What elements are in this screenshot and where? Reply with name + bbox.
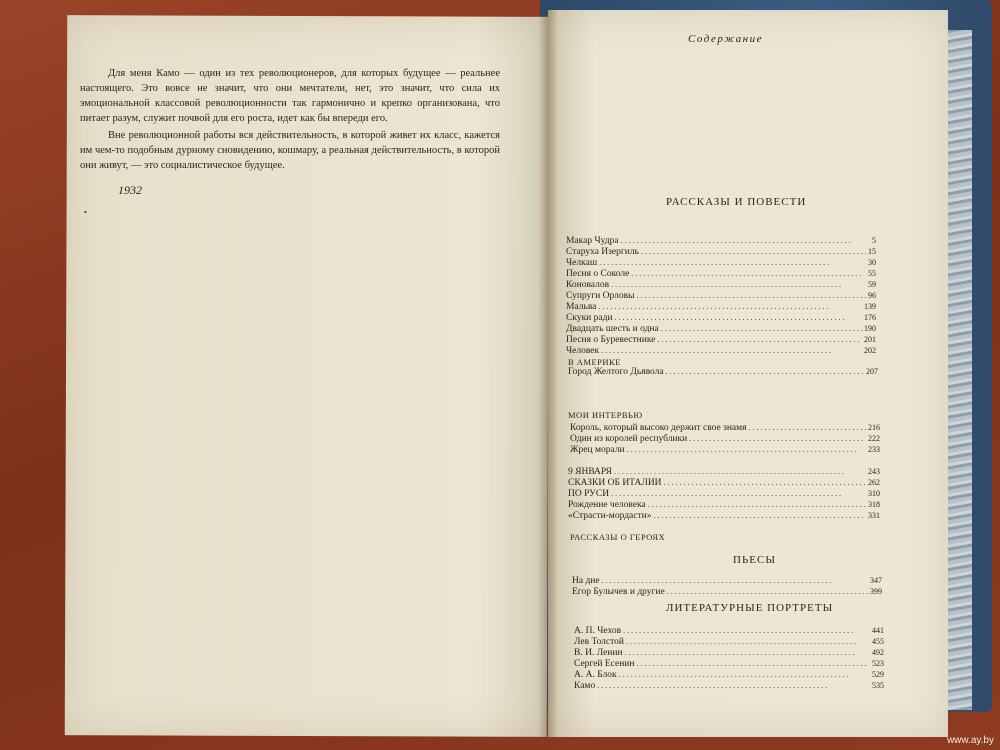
toc-list-stories bbox=[566, 235, 876, 356]
toc-entry bbox=[574, 625, 884, 636]
toc-entry-page: 318 bbox=[868, 500, 880, 509]
toc-entry bbox=[566, 268, 876, 279]
toc-entry-page: 262 bbox=[868, 478, 880, 487]
toc-leader-dots bbox=[601, 345, 862, 357]
toc-entry bbox=[566, 257, 876, 268]
section-title-interviews: МОИ ИНТЕРВЬЮ bbox=[568, 410, 643, 420]
toc-entry-title: Песня о Буревестнике bbox=[566, 335, 656, 345]
toc-entry-page: 222 bbox=[868, 434, 880, 443]
toc-entry-page: 535 bbox=[872, 681, 884, 690]
toc-entry-page: 347 bbox=[870, 576, 882, 585]
toc-entry-page: 207 bbox=[866, 367, 878, 376]
year-signature: 1932 bbox=[118, 183, 142, 197]
toc-entry-title: Город Желтого Дьявола bbox=[568, 367, 664, 377]
toc-entry-page: 55 bbox=[868, 269, 876, 278]
toc-entry-title: Коновалов bbox=[566, 280, 610, 290]
toc-entry bbox=[574, 680, 884, 691]
toc-leader-dots bbox=[597, 680, 870, 692]
toc-entry-title: Король, который высоко держит свое знамя bbox=[570, 423, 747, 433]
toc-entry-title: Макар Чудра bbox=[566, 236, 619, 246]
section-title-plays: ПЬЕСЫ bbox=[733, 554, 776, 566]
toc-entry-page: 201 bbox=[864, 335, 876, 344]
toc-entry bbox=[566, 290, 876, 301]
toc-entry-title: А. А. Блок bbox=[574, 670, 617, 680]
toc-entry-page: 331 bbox=[868, 511, 880, 520]
toc-entry bbox=[566, 279, 876, 290]
book-gutter bbox=[538, 10, 558, 737]
watermark: www.ay.by bbox=[946, 735, 994, 746]
toc-entry-page: 233 bbox=[868, 445, 880, 454]
toc-entry bbox=[568, 488, 880, 499]
section-title-heroes: РАССКАЗЫ О ГЕРОЯХ bbox=[570, 532, 666, 542]
toc-list-interviews bbox=[570, 422, 880, 455]
toc-entry bbox=[566, 345, 876, 356]
toc-entry bbox=[570, 444, 880, 455]
toc-entry-title: Лев Толстой bbox=[574, 637, 624, 647]
toc-entry-title: Человек bbox=[566, 346, 600, 356]
toc-entry-title: Скуки ради bbox=[566, 313, 613, 323]
toc-entry-page: 5 bbox=[872, 236, 876, 245]
toc-leader-dots bbox=[627, 444, 866, 456]
toc-entry bbox=[572, 586, 882, 597]
toc-entry bbox=[566, 301, 876, 312]
toc-entry-page: 492 bbox=[872, 648, 884, 657]
toc-entry-title: «Страсти-мордасти» bbox=[568, 511, 652, 521]
toc-entry-title: А. П. Чехов bbox=[574, 626, 622, 636]
toc-list-portraits bbox=[574, 625, 884, 691]
toc-entry bbox=[566, 246, 876, 257]
toc-entry bbox=[570, 433, 880, 444]
toc-entry-page: 59 bbox=[868, 280, 876, 289]
toc-entry-page: 202 bbox=[864, 346, 876, 355]
toc-entry bbox=[566, 323, 876, 334]
toc-entry bbox=[574, 636, 884, 647]
toc-entry-title: Старуха Изергиль bbox=[566, 247, 639, 257]
toc-entry bbox=[574, 669, 884, 680]
toc-entry bbox=[568, 477, 880, 488]
toc-leader-dots bbox=[667, 586, 868, 598]
toc-entry-page: 523 bbox=[872, 659, 884, 668]
toc-entry-title: Рождение человека bbox=[568, 500, 646, 510]
toc-entry-page: 243 bbox=[868, 467, 880, 476]
toc-leader-dots bbox=[653, 510, 866, 522]
toc-entry-title: 9 ЯНВАРЯ bbox=[568, 467, 612, 477]
toc-entry bbox=[566, 312, 876, 323]
toc-entry-title: ПО РУСИ bbox=[568, 489, 610, 499]
toc-entry bbox=[566, 334, 876, 345]
toc-entry-page: 190 bbox=[864, 324, 876, 333]
section-title-stories: РАССКАЗЫ И ПОВЕСТИ bbox=[666, 196, 807, 208]
toc-entry-page: 139 bbox=[864, 302, 876, 311]
toc-entry-page: 399 bbox=[870, 587, 882, 596]
toc-list-plays bbox=[572, 575, 882, 597]
toc-entry-title: Камо bbox=[574, 681, 596, 691]
toc-entry-page: 310 bbox=[868, 489, 880, 498]
left-paragraph-2: Вне революционной работы вся действительность, в которой живет их класс, кажется им чем-то подобным дурному сновидению, кошмару, а реальная действительность, в которой они живут, — это социалистическое будущее. bbox=[80, 130, 500, 171]
toc-entry-title: Один из королей республики bbox=[570, 434, 688, 444]
toc-entry-title: Сергей Есенин bbox=[574, 659, 635, 669]
toc-entry bbox=[574, 647, 884, 658]
toc-entry-page: 455 bbox=[872, 637, 884, 646]
toc-list-america bbox=[568, 366, 878, 377]
toc-entry bbox=[568, 510, 880, 521]
toc-entry-page: 529 bbox=[872, 670, 884, 679]
toc-entry-title: Жрец морали bbox=[570, 445, 625, 455]
toc-entry-page: 176 bbox=[864, 313, 876, 322]
section-title-america: В АМЕРИКЕ bbox=[568, 357, 621, 367]
left-paragraph-1: Для меня Камо — один из тех революционеров, для которых будущее — реальнее настоящего. Это вовсе не значит, что они мечтатели, нет, это значит, что сила их эмоциональной классовой революционности так гармонично и крепко организована, что питает разум, служит почвой для его роста, идет как бы впереди его. bbox=[80, 68, 500, 124]
toc-list-misc bbox=[568, 466, 880, 521]
toc-entry-title: В. И. Ленин bbox=[574, 648, 623, 658]
toc-entry-page: 216 bbox=[868, 423, 880, 432]
section-title-portraits: ЛИТЕРАТУРНЫЕ ПОРТРЕТЫ bbox=[666, 602, 834, 614]
toc-entry bbox=[572, 575, 882, 586]
toc-entry bbox=[566, 235, 876, 246]
toc-entry bbox=[568, 366, 878, 377]
toc-entry-page: 96 bbox=[868, 291, 876, 300]
toc-entry-title: Супруги Орловы bbox=[566, 291, 635, 301]
toc-entry-page: 15 bbox=[868, 247, 876, 256]
page-mark: • bbox=[84, 208, 87, 217]
toc-entry-title: СКАЗКИ ОБ ИТАЛИИ bbox=[568, 478, 662, 488]
toc-entry-title: Мальва bbox=[566, 302, 597, 312]
toc-entry-title: Песня о Соколе bbox=[566, 269, 630, 279]
toc-entry-page: 30 bbox=[868, 258, 876, 267]
toc-entry bbox=[568, 499, 880, 510]
toc-header: Содержание bbox=[688, 33, 764, 45]
toc-entry-title: Челкаш bbox=[566, 258, 598, 268]
toc-leader-dots bbox=[666, 366, 864, 378]
toc-entry bbox=[570, 422, 880, 433]
toc-entry-title: Двадцать шесть и одна bbox=[566, 324, 659, 334]
toc-entry-title: Егор Булычев и другие bbox=[572, 587, 665, 597]
toc-entry bbox=[574, 658, 884, 669]
toc-entry bbox=[568, 466, 880, 477]
toc-entry-title: На дне bbox=[572, 576, 600, 586]
toc-entry-page: 441 bbox=[872, 626, 884, 635]
